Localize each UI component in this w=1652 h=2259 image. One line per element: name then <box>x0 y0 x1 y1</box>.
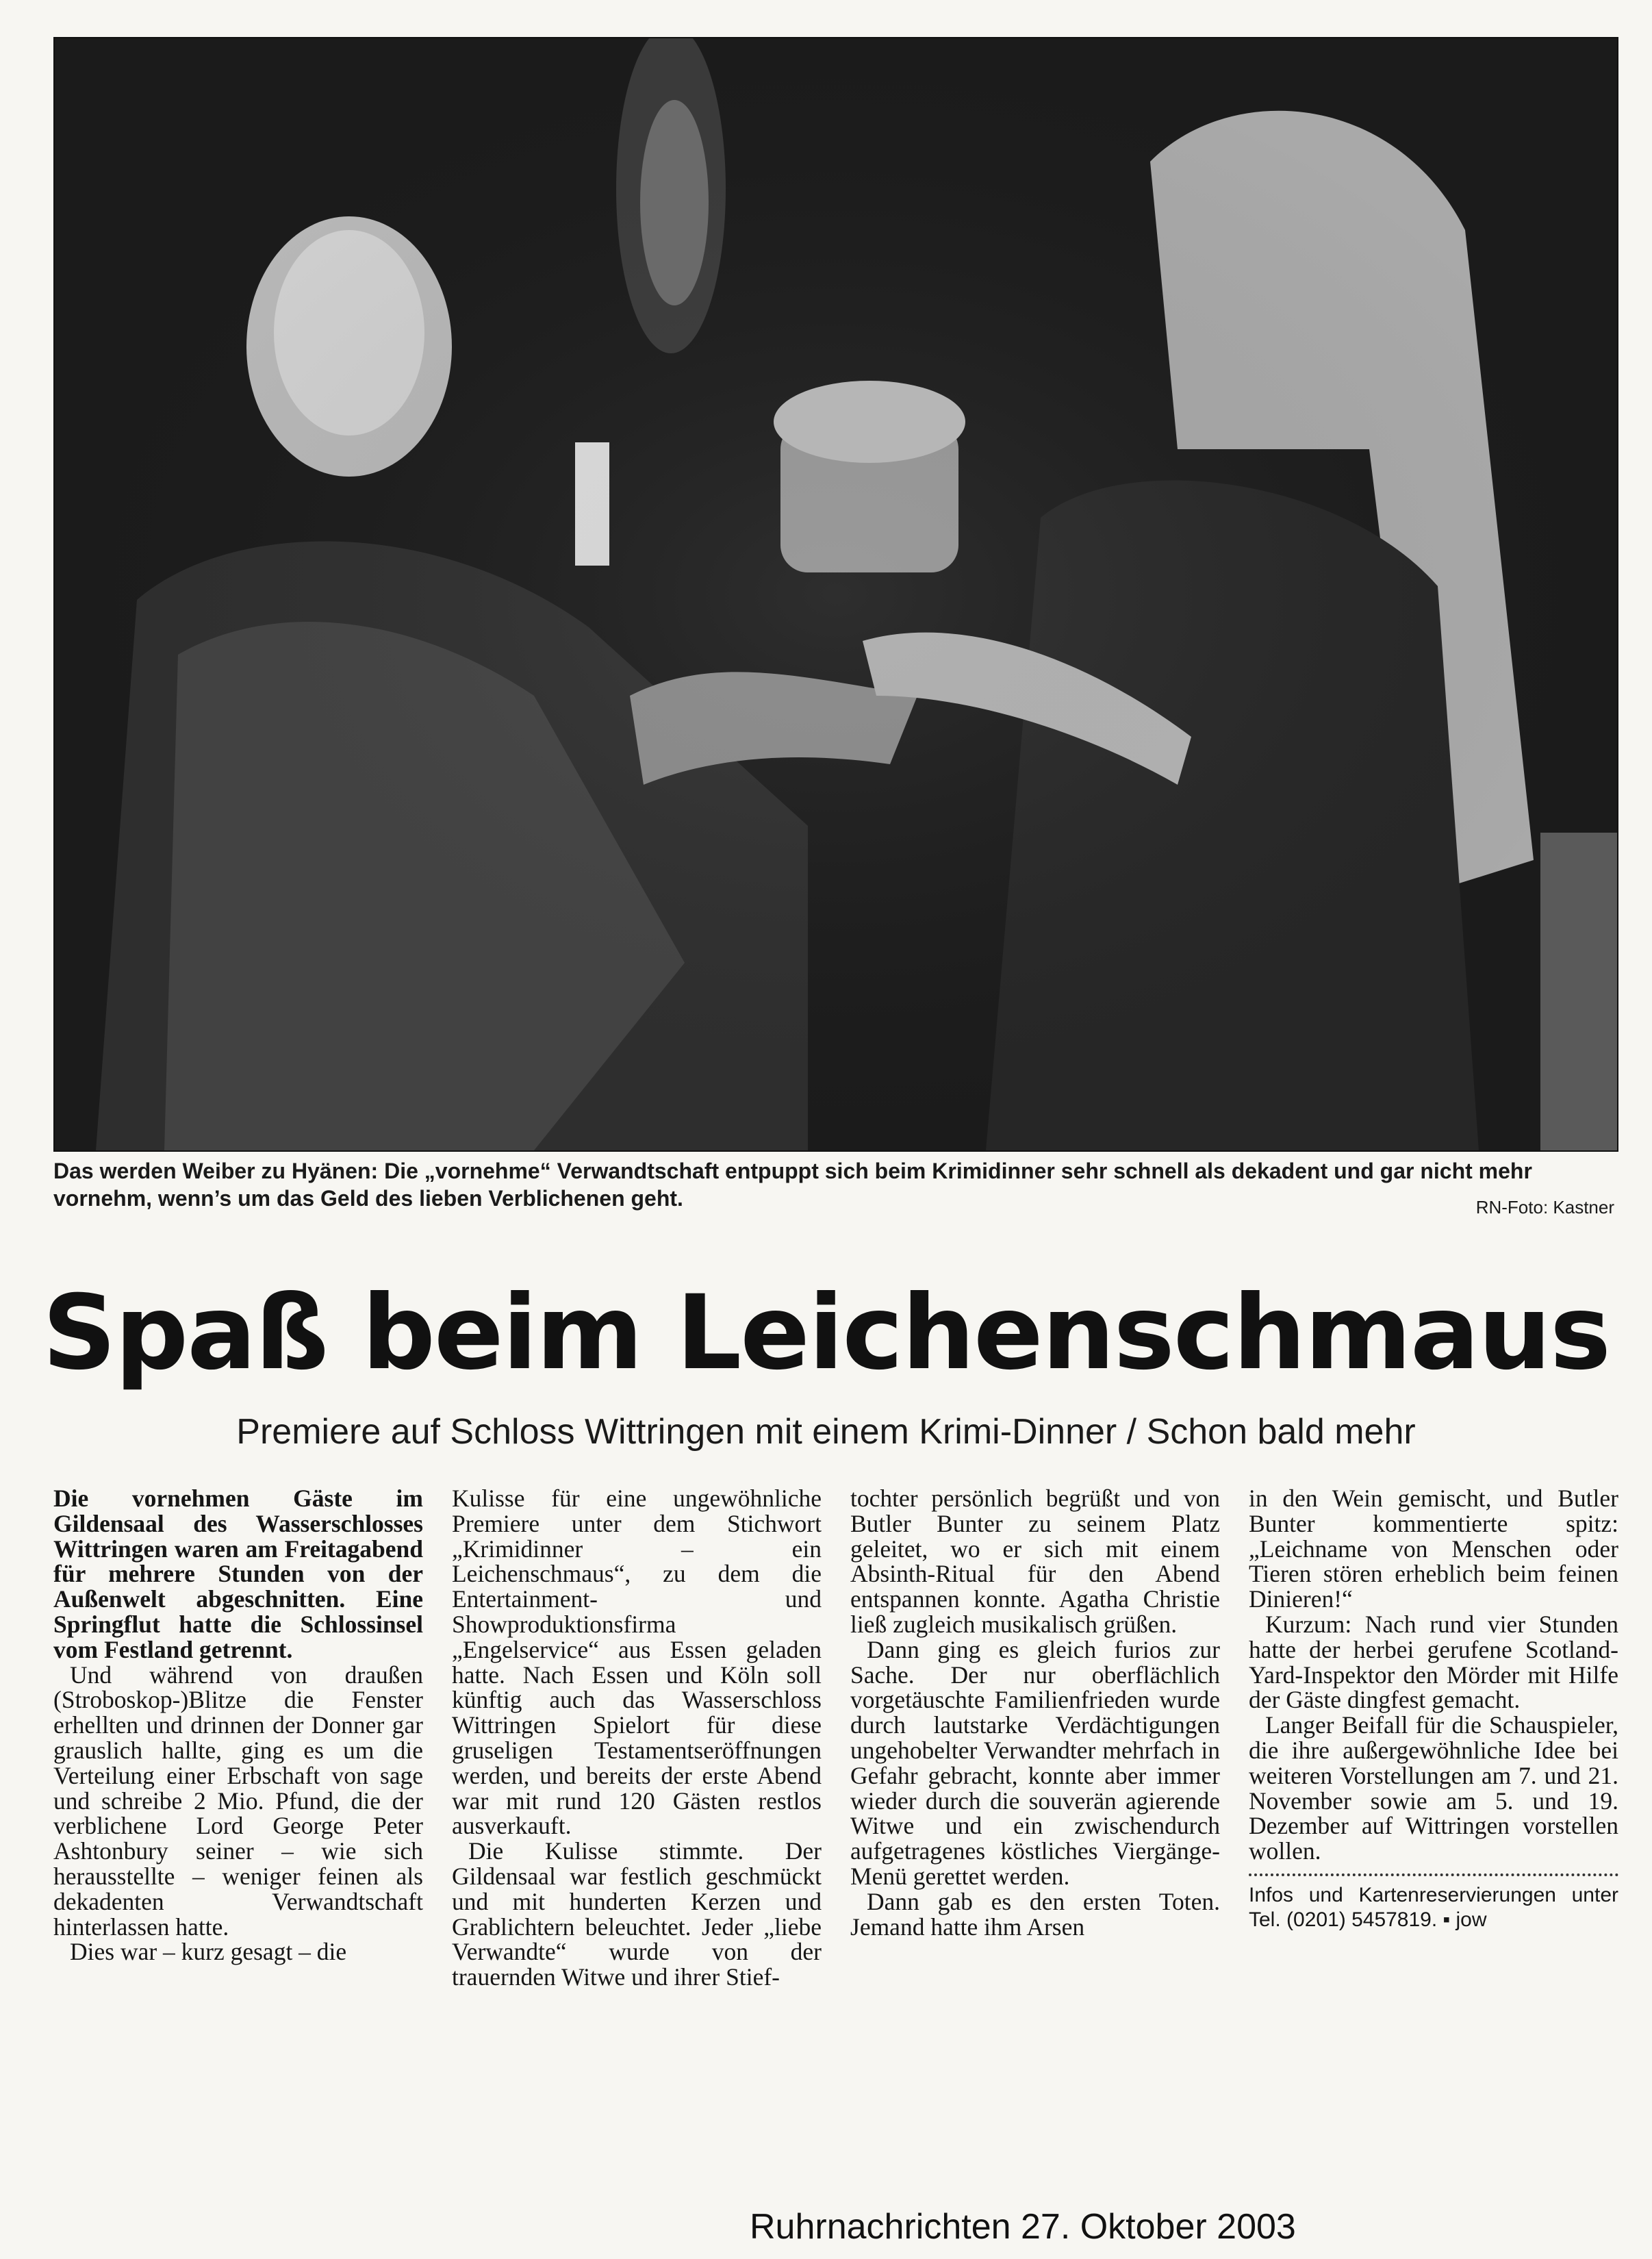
dotted-separator <box>1249 1873 1618 1876</box>
paragraph: Die Kulisse stimmte. Der Gildensaal war festlich geschmückt und mit hunderten Kerzen und Grablichtern beleuchtet. Jeder „liebe Verwandte“ wurde von der trauernden Witwe und ihrer Stief- <box>452 1837 822 1991</box>
source-footer: Ruhrnachrichten 27. Oktober 2003 <box>750 2207 1296 2247</box>
article-column-1 <box>53 1486 423 1965</box>
paragraph: Kurzum: Nach rund vier Stunden hatte der herbei gerufene Scotland-Yard-Inspektor den Mörder mit Hilfe der Gäste dingfest gemacht. <box>1249 1610 1618 1714</box>
paragraph: Langer Beifall für die Schauspieler, die ihre außergewöhnliche Idee bei weiteren Vorstellungen am 7. und 21. November sowie am 5. und 19. Dezember auf Wittringen vorstellen wollen. <box>1249 1711 1618 1865</box>
paragraph: Kulisse für eine ungewöhnliche Premiere unter dem Stichwort „Krimidinner – ein Leichenschmaus“, zu dem die Entertainment- und Showproduktionsfirma „Engelservice“ aus Essen geladen hatte. Nach Essen und Köln soll künftig auch das Wasserschloss Wittringen Spielort für diese gruseligen Testamentseröffnungen werden, und bereits der erste Abend war mit rund 120 Gästen restlos ausverkauft. <box>452 1485 822 1840</box>
article-column-3 <box>850 1486 1220 1939</box>
headline: Spaß beim Leichenschmaus <box>42 1274 1610 1393</box>
paragraph: Dann ging es gleich furios zur Sache. Der nur oberflächlich vorgetäuschte Familienfrieden wurde durch lautstarke Verdächtigungen ungehobelter Verwandter mehrfach in Gefahr gebracht, konnte aber immer wieder durch die souverän agierende Witwe und ein zwischendurch aufgetragenes köstliches Viergänge-Menü gerettet werden. <box>850 1635 1220 1890</box>
subheadline: Premiere auf Schloss Wittringen mit einem Krimi-Dinner / Schon bald mehr <box>236 1412 1416 1452</box>
article-body <box>53 1486 1616 2143</box>
paragraph: tochter persönlich begrüßt und von Butler Bunter zu seinem Platz geleitet, wo er sich mit einem Absinth-Ritual für den Abend entspannen konnte. Agatha Christie ließ zugleich musikalisch grüßen. <box>850 1485 1220 1638</box>
ticket-info: Infos und Kartenreservierungen unter Tel. (0201) 5457819. ▪ jow <box>1249 1883 1618 1931</box>
paragraph: Dies war – kurz gesagt – die <box>70 1938 347 1966</box>
paragraph: in den Wein gemischt, und Butler Bunter kommentierte spitz: „Leichname von Menschen oder Tieren stören erheblich beim feinen Dinieren!“ <box>1249 1485 1618 1613</box>
photo-credit: RN-Foto: Kastner <box>1475 1197 1614 1217</box>
article-column-4 <box>1249 1486 1618 1932</box>
photo-caption: Das werden Weiber zu Hyänen: Die „vornehme“ Verwandtschaft entpuppt sich beim Krimidinner sehr schnell als dekadent und gar nicht mehr vornehm, wenn’s um das Geld des lieben Verblichenen geht. <box>53 1159 1532 1211</box>
paragraph: Dann gab es den ersten Toten. Jemand hatte ihm Arsen <box>850 1887 1220 1941</box>
paragraph: Und während von draußen (Stroboskop-)Blitze die Fenster erhellten und drinnen der Donner gar grauslich hallte, ging es um die Verteilung einer Erbschaft von sage und schreibe 2 Mio. Pfund, die der verblichene Lord George Peter Ashtonbury seiner – wie sich herausstellte – weniger feinen als dekadenten Verwandtschaft hinterlassen hatte. <box>53 1661 423 1941</box>
article-photo <box>53 37 1618 1152</box>
photo-image <box>55 38 1617 1150</box>
article-column-2 <box>452 1486 822 1990</box>
article-lead: Die vornehmen Gäste im Gildensaal des Wasserschlosses Wittringen waren am Freitagabend für mehrere Stunden von der Außenwelt abgeschnitten. Eine Springflut hatte die Schlossinsel vom Festland getrennt. <box>53 1485 423 1663</box>
